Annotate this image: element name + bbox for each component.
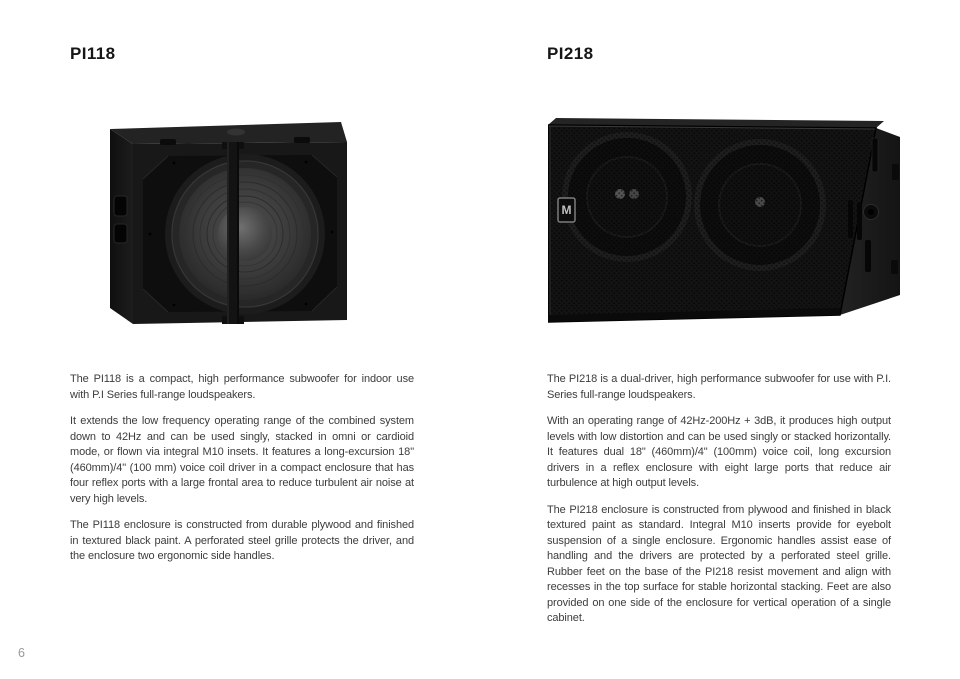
page-number: 6 [18, 646, 25, 660]
pi118-paragraph-2: It extends the low frequency operating range of the combined system down to 42Hz and can be used singly, stacked in omni or cardioid mode, or flown via integral M10 insets. It features a long-excursion 18" (460mm)/4" (100 mm) voice coil driver in a compact enclosure that has four reflex ports with a large frontal area to reduce turbulent air noise at very high levels. [70, 415, 414, 505]
pi218-paragraph-2: With an operating range of 42Hz-200Hz + 3dB, it produces high output levels with low distortion and can be used singly or stacked horizontally. It features dual 18" (460mm)/4" (100mm) voice coil, long excursion drivers in a reflex enclosure with eight large ports that reduce air turbulence at high output levels. [547, 415, 891, 489]
pi118-paragraph-1: The PI118 is a compact, high performance subwoofer for indoor use with P.I Series full-range loudspeakers. [70, 373, 414, 401]
pi218-product-image [548, 112, 900, 327]
pi218-paragraph-1: The PI218 is a dual-driver, high performance subwoofer for use with P.I. Series full-range loudspeakers. [547, 373, 891, 401]
pi118-woofer [165, 154, 325, 314]
pi118-paragraph-3: The PI118 enclosure is constructed from durable plywood and finished in textured black paint. A perforated steel grille protects the driver, and the enclosure two ergonomic side handles. [70, 519, 414, 562]
martin-audio-logo-badge [558, 198, 575, 222]
pi118-product-image [108, 122, 350, 325]
top-logo-plate [227, 129, 245, 136]
badge-letter: M [561, 203, 572, 217]
product-title-pi118: PI118 [70, 44, 116, 63]
pi218-description [547, 372, 891, 638]
product-title-pi218: PI218 [547, 44, 594, 63]
pi218-paragraph-3: The PI218 enclosure is constructed from plywood and finished in black textured paint as standard. Integral M10 inserts provide for eyebolt suspension of a single enclosure. Ergonomic handles assist ease of handling and the drivers are protected by a perforated steel grille. Rubber feet on the base of the PI218 resist movement and align with recesses in the top surface for stable horizontal stacking. Feet are also provided on one side of the enclosure for vertical operation of a single cabinet. [547, 503, 891, 624]
pi218-grille [548, 125, 876, 322]
pi118-description [70, 372, 414, 576]
dust-cap [218, 207, 272, 261]
